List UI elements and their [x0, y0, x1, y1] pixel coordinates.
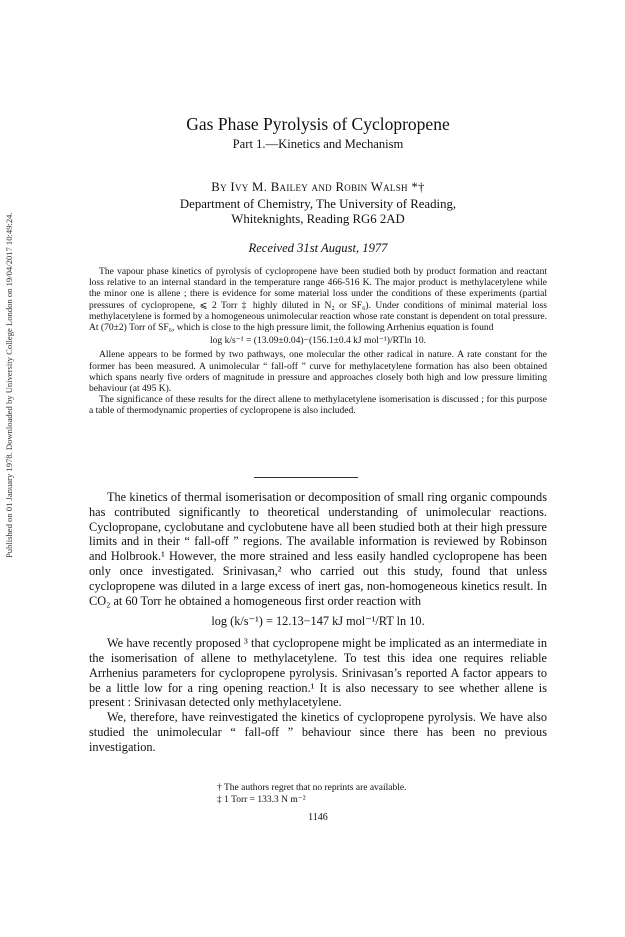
affiliation: [89, 197, 547, 227]
section-divider: [254, 477, 358, 478]
abstract-paragraph: The vapour phase kinetics of pyrolysis of cyclopropene have been studied both by product formation and reactant loss relative to an internal standard in the temperature range 466-516 K. The major product is methylacetylene while the minor one is allene ; there is evidence for some material loss under the conditions of these experiments (partial pressures of cyclopropene, ⩽ 2 Torr ‡ highly diluted in N₂ or SF₆). Under conditions of minimal material loss methylacetylene is formed by a homogeneous unimolecular reaction whose rate constant is dependent on total pressure. At (70±2) Torr of SF₆, which is close to the high pressure limit, the following Arrhenius equation is found: [89, 266, 547, 334]
body-text: [89, 490, 547, 755]
paper-part: Part 1.—Kinetics and Mechanism: [232, 137, 404, 151]
body-paragraph: The kinetics of thermal isomerisation or decomposition of small ring organic compounds has contributed significantly to theoretical understanding of unimolecular reactions. Cyclopropane, cyclobutane and cyclobutene have all been studied both at their high pressure limits and in their “ fall-off ” regions. The available information is reviewed by Robinson and Holbrook.¹ However, the more strained and less easily handled cyclopropene has been only once investigated. Srinivasan,² who carried out this study, found that unless cyclopropene was diluted in a large excess of inert gas, non-homogeneous kinetics result. In CO₂ at 60 Torr he obtained a homogeneous first order reaction with: [89, 490, 547, 608]
abstract: [89, 266, 547, 417]
received-date: Received 31st August, 1977: [248, 241, 388, 255]
paper-authors: By Ivy M. Bailey and Robin Walsh *†: [211, 180, 425, 194]
footnote: † The authors regret that no reprints are available.: [217, 783, 407, 793]
publication-notice: Published on 01 January 1978. Downloaded by University College London on 19/04/2017 10:49:24.: [4, 212, 14, 558]
abstract-equation: log k/s⁻¹ = (13.09±0.04)−(156.1±0.4 kJ mol⁻¹)/RTln 10.: [209, 335, 426, 347]
body-paragraph: We have recently proposed ³ that cyclopropene might be implicated as an intermediate in the isomerisation of allene to methylacetylene. To test this idea one requires reliable Arrhenius parameters for cyclopropene pyrolysis. Srinivasan’s reported A factor appears to be a little low for a ring opening reaction.¹ It is also necessary to see whether allene is present : Srinivasan detected only methylacetylene.: [89, 636, 547, 710]
footnote: ‡ 1 Torr = 133.3 N m⁻²: [217, 794, 306, 805]
body-equation: log (k/s⁻¹) = 12.13−147 kJ mol⁻¹/RT ln 10.: [211, 614, 425, 629]
affiliation-line: Department of Chemistry, The University of Reading,: [179, 197, 457, 211]
abstract-paragraph: The significance of these results for the direct allene to methylacetylene isomerisation is discussed ; for this purpose a table of thermodynamic properties of cyclopropene is also included.: [89, 394, 547, 417]
affiliation-line: Whiteknights, Reading RG6 2AD: [231, 212, 405, 226]
footnotes: [217, 783, 407, 806]
paper-title: Gas Phase Pyrolysis of Cyclopropene: [186, 114, 450, 134]
abstract-paragraph: Allene appears to be formed by two pathways, one molecular the other radical in nature. A rate constant for the former has been measured. A unimolecular “ fall-off ” curve for methylacetylene formation has also been obtained which spans nearly five orders of magnitude in pressure and approaches closely both high and low pressure limiting behaviour (at 495 K).: [89, 349, 547, 395]
body-paragraph: We, therefore, have reinvestigated the kinetics of cyclopropene pyrolysis. We have also studied the unimolecular “ fall-off ” behaviour since there has been no previous investigation.: [89, 710, 547, 754]
page-number: 1146: [308, 812, 328, 823]
